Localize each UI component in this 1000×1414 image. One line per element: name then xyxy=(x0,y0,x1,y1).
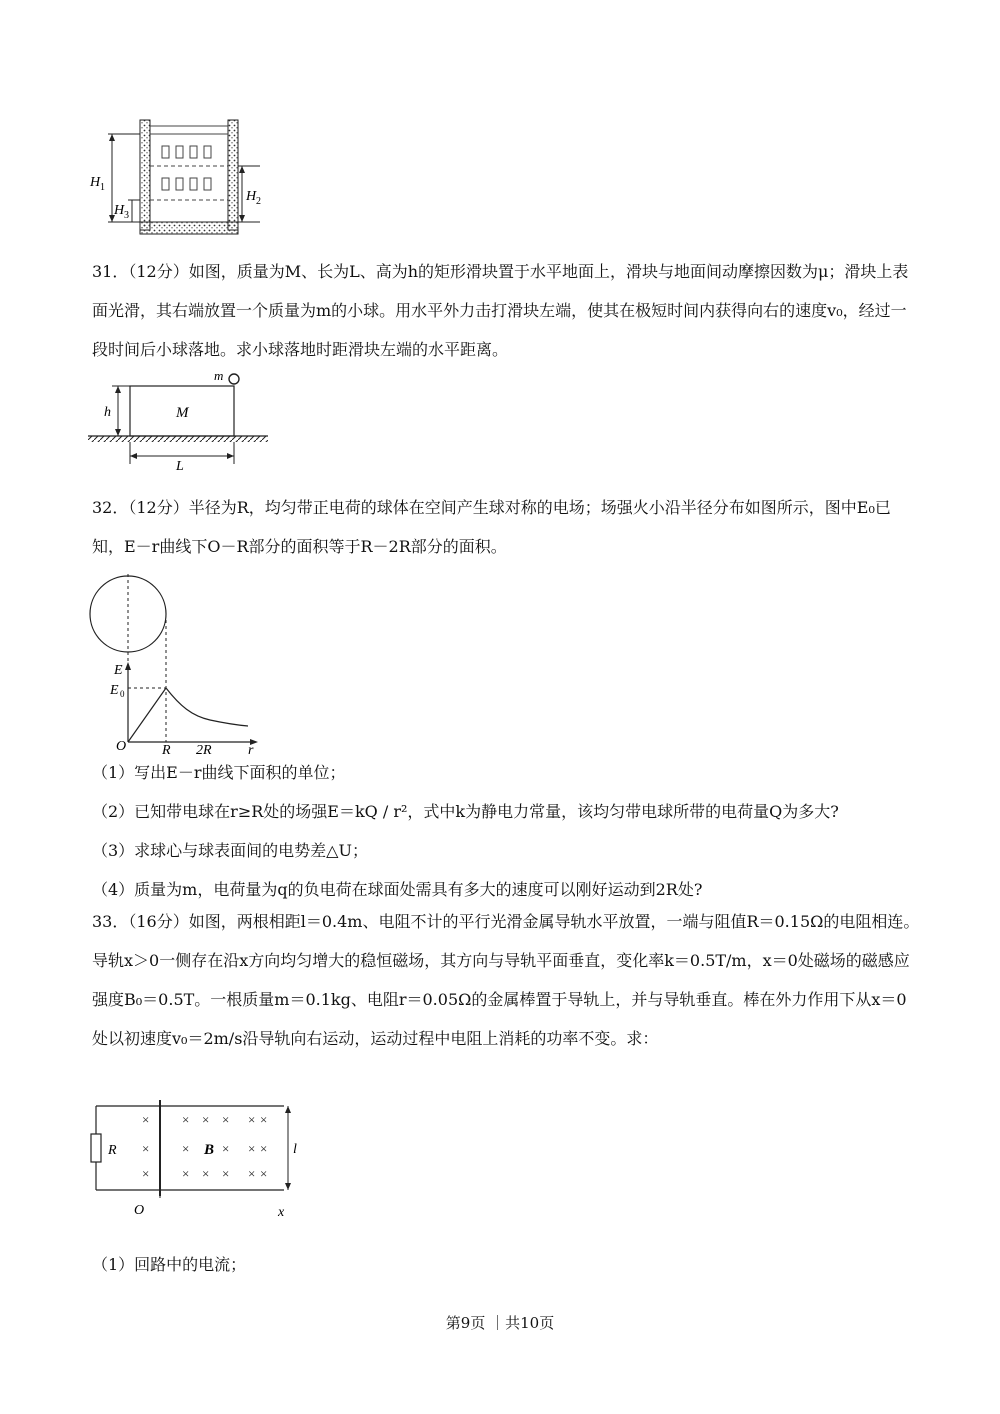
q32-sub1: （1）写出E－r曲线下面积的单位； xyxy=(92,763,346,782)
q32-text: 32．（12分）半径为R，均匀带正电荷的球体在空间产生球对称的电场；场强火小沿半径分布如图所示，图中E₀已知，E－r曲线下O－R部分的面积等于R－2R部分的面积。 xyxy=(92,498,891,556)
label-h3: H xyxy=(114,203,125,218)
label-O: O xyxy=(116,739,127,754)
q33-sub1: （1）回路中的电流； xyxy=(92,1255,247,1274)
label-r: r xyxy=(248,743,254,756)
page-footer: 第9页 ｜共10页 xyxy=(445,1314,555,1332)
label-R-resistor: R xyxy=(108,1143,117,1158)
field-cross: × xyxy=(182,1166,190,1181)
label-L: L xyxy=(176,459,184,474)
label-2R: 2R xyxy=(196,743,212,756)
q33-text: 33．（16分）如图，两根相距l＝0.4m、电阻不计的平行光滑金属导轨水平放置，一端与阻值R＝0.15Ω的电阻相连。导轨x＞0一侧存在沿x方向均匀增大的稳恒磁场，其方向与导轨平面垂直，变化率k＝0.5T/m，x＝0处磁场的磁感应强度B₀＝0.5T。一根质量m＝0.1kg、电阻r＝0.05Ω的金属棒置于导轨上，并与导轨垂直。棒在外力作用下从x＝0处以初速度v₀＝2m/s沿导轨向右运动，运动过程中电阻上消耗的功率不变。求： xyxy=(92,912,920,1048)
label-E: E xyxy=(114,663,123,678)
label-E0-sub: 0 xyxy=(120,689,125,699)
field-cross: × xyxy=(222,1141,230,1156)
label-m: m xyxy=(214,368,224,383)
field-cross: × xyxy=(260,1166,268,1181)
label-h: h xyxy=(104,405,111,420)
q32-sub2: （2）已知带电球在r≥R处的场强E＝kQ / r²，式中k为静电力常量，该均匀带电球所带的电荷量Q为多大? xyxy=(92,802,839,821)
tank-figure xyxy=(88,114,268,244)
label-M: M xyxy=(176,405,189,421)
field-cross: × xyxy=(248,1166,256,1181)
field-cross: × xyxy=(260,1141,268,1156)
q31-text: 31．（12分）如图，质量为M、长为L、高为h的矩形滑块置于水平地面上，滑块与地面间动摩擦因数为μ；滑块上表面光滑，其右端放置一个质量为m的小球。用水平外力击打滑块左端，使其在极短时间内获得向右的速度v₀，经过一段时间后小球落地。求小球落地时距滑块左端的水平距离。 xyxy=(92,262,909,359)
label-h2: H xyxy=(246,189,257,204)
field-cross: × xyxy=(260,1112,268,1127)
label-O: O xyxy=(134,1203,145,1218)
label-h1-sub: 1 xyxy=(100,182,105,193)
label-E0: E xyxy=(110,683,119,698)
block-figure xyxy=(88,368,278,476)
field-cross: × xyxy=(202,1166,210,1181)
q32-sub4: （4）质量为m，电荷量为q的负电荷在球面处需具有多大的速度可以刚好运动到2R处? xyxy=(92,880,703,899)
field-cross: × xyxy=(142,1166,150,1181)
field-cross: × xyxy=(142,1141,150,1156)
field-cross: × xyxy=(182,1112,190,1127)
field-cross: × xyxy=(222,1112,230,1127)
label-l: l xyxy=(293,1142,297,1157)
label-h2-sub: 2 xyxy=(256,196,261,207)
label-R: R xyxy=(162,743,171,756)
label-B: B xyxy=(204,1142,215,1158)
rail-figure xyxy=(88,1098,308,1224)
field-cross: × xyxy=(222,1166,230,1181)
label-h1: H xyxy=(90,175,101,190)
field-cross: × xyxy=(142,1112,150,1127)
field-cross: × xyxy=(248,1112,256,1127)
label-h3-sub: 3 xyxy=(124,210,129,221)
field-cross: × xyxy=(202,1112,210,1127)
field-cross: × xyxy=(182,1141,190,1156)
field-cross: × xyxy=(248,1141,256,1156)
label-x: x xyxy=(278,1205,285,1220)
q32-sub3: （3）求球心与球表面间的电势差△U； xyxy=(92,841,368,860)
field-figure xyxy=(88,570,268,756)
